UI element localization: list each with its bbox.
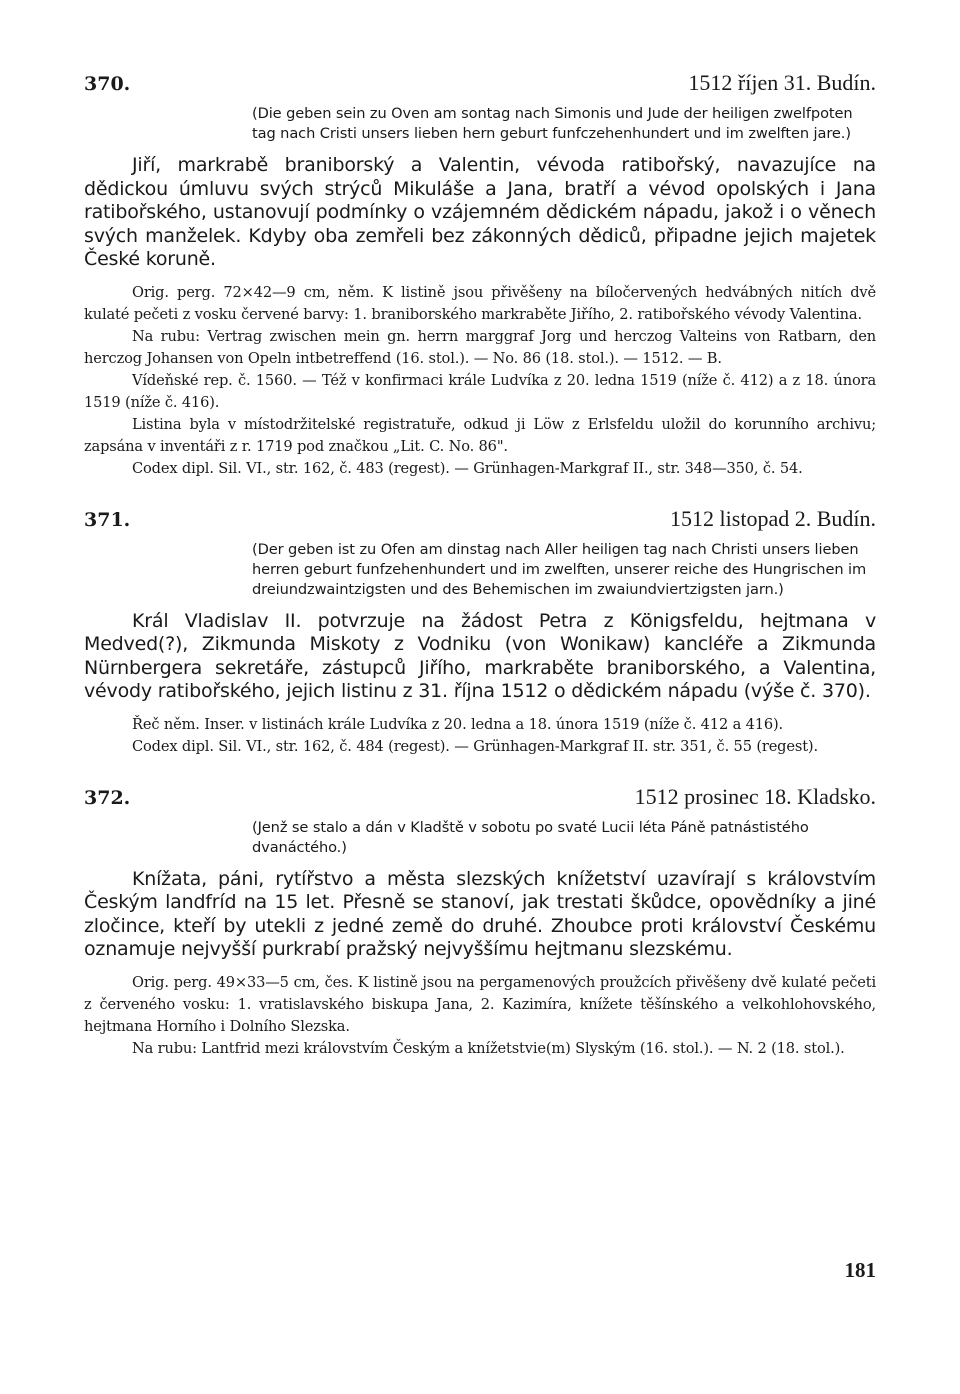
entry-number: 371.	[84, 508, 131, 531]
entry-header	[84, 506, 876, 532]
document-page	[84, 70, 876, 1060]
entry-371	[84, 506, 876, 758]
original-text: (Die geben sein zu Oven am sontag nach Simonis und Jude der heiligen zwelfpoten tag nach Cristi unsers lieben hern geburt funfczehenhundert und im zwelften jare.)	[252, 105, 853, 142]
entry-date: 1512 říjen 31. Budín.	[688, 70, 876, 95]
original-text: (Der geben ist zu Ofen am dinstag nach Aller heiligen tag nach Christi unsers lieben herren geburt funfzehenhundert und im zwelften, unserer reiche des Hungrischen im dreiundzwaintzigsten und des Behemischen im zwaiundviertzigsten jarn.)	[252, 540, 867, 598]
note: Codex dipl. Sil. VI., str. 162, č. 483 (regest). — Grünhagen-Markgraf II., str. 348—350, č. 54.	[132, 459, 803, 477]
entry-number: 370.	[84, 73, 131, 95]
original-text: (Jenž se stalo a dán v Kladště v sobotu po svaté Lucii léta Páně patnástistého dvanáctého.)	[252, 818, 809, 856]
note: Listina byla v místodržitelské registratuře, odkud ji Löw z Erlsfeldu uložil do korunního archivu; zapsána v inventáři z r. 1719 pod značkou „Lit. C. No. 86".	[84, 415, 876, 455]
entry-header	[84, 784, 876, 810]
note: Orig. perg. 49×33—5 cm, čes. K listině jsou na pergamenových proužcích přivěšeny dvě kulaté pečeti z červeného vosku: 1. vratislavského biskupa Jana, 2. Kazimíra, knížete těšínského a velkohlohovského, hejtmana Horního i Dolního Slezska.	[84, 973, 876, 1035]
entry-date: 1512 prosinec 18. Kladsko.	[634, 783, 876, 809]
note: Na rubu: Lantfrid mezi královstvím Českým a knížetstvie(m) Slyským (16. stol.). — N. 2 (18. stol.).	[132, 1039, 845, 1057]
note: Vídeňské rep. č. 1560. — Též v konfirmaci krále Ludvíka z 20. ledna 1519 (níže č. 412) a z 18. února 1519 (níže č. 416).	[84, 371, 876, 411]
entry-number: 372.	[84, 786, 131, 809]
note: Codex dipl. Sil. VI., str. 162, č. 484 (regest). — Grünhagen-Markgraf II. str. 351, č. 55 (regest).	[132, 737, 818, 755]
note: Orig. perg. 72×42—9 cm, něm. K listině jsou přivěšeny na bíločervených hedvábných nitích dvě kulaté pečeti z vosku červené barvy: 1. braniborského markraběte Jiřího, 2. ratibořského vévody Valentina.	[84, 283, 876, 323]
entry-372	[84, 784, 876, 1060]
entry-header	[84, 70, 876, 96]
entry-370	[84, 70, 876, 480]
page-number: 181	[844, 1258, 876, 1282]
note: Řeč něm. Inser. v listinách krále Ludvíka z 20. ledna a 18. února 1519 (níže č. 412 a 416).	[132, 715, 784, 733]
entry-date: 1512 listopad 2. Budín.	[670, 505, 876, 531]
note: Na rubu: Vertrag zwischen mein gn. herrn marggraf Jorg und herczog Valteins von Ratbarn, den herczog Johansen von Opeln intbetreffend (16. stol.). — No. 86 (18. stol.). — 1512. — B.	[84, 327, 876, 367]
regest-text: Král Vladislav II. potvrzuje na žádost Petra z Königsfeldu, hejtmana v Medved(?), Zikmunda Miskoty z Vodniku (von Wonikaw) kancléře a Zikmunda Nürnbergera sekretáře, zástupců Jiřího, markraběte braniborského, a Valentina, vévody ratibořského, jejich listinu z 31. října 1512 o dědickém nápadu (výše č. 370).	[84, 609, 876, 702]
regest-text: Knížata, páni, rytířstvo a města slezských knížetství uzavírají s královstvím Českým landfríd na 15 let. Přesně se stanoví, jak trestati škůdce, opovědníky a jiné zločince, kteří by utekli z jedné země do druhé. Zhoubce proti království Českému oznamuje nejvyšší purkrabí pražský nejvyššímu hejtmanu slezskému.	[84, 867, 876, 960]
regest-text: Jiří, markrabě braniborský a Valentin, vévoda ratibořský, navazujíce na dědickou úmluvu svých strýců Mikuláše a Jana, bratří a vévod opolských i Jana ratibořského, ustanovují podmínky o vzájemném dědickém nápadu, jakož i o věnech svých manželek. Kdyby oba zemřeli bez zákonných dědiců, připadne jejich majetek České koruně.	[84, 154, 876, 270]
